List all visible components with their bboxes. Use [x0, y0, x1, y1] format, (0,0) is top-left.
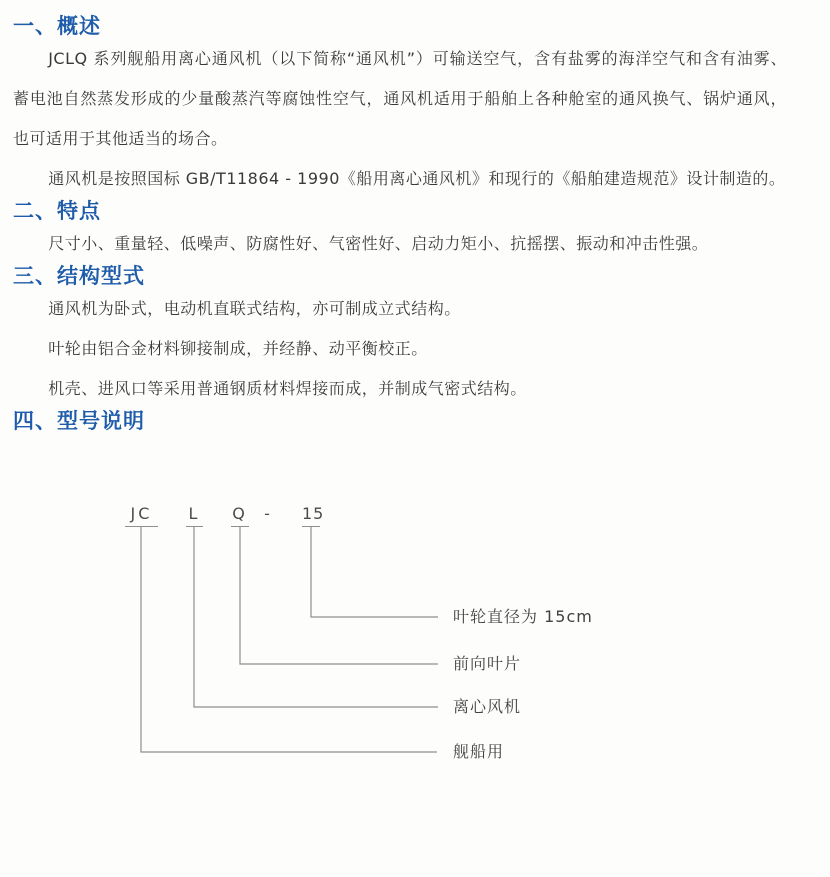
model-code-jc: JC — [125, 504, 158, 527]
model-code-diagram — [0, 434, 830, 796]
paragraph-overview-2: 通风机是按照国标 GB/T11864 - 1990《船用离心通风机》和现行的《船舶建造规范》设计制造的。 — [48, 169, 786, 188]
paragraph-structure-2: 叶轮由铝合金材料铆接制成，并经静、动平衡校正。 — [48, 339, 428, 358]
model-code-q: Q — [231, 504, 249, 527]
paragraph-structure-1: 通风机为卧式，电动机直联式结构，亦可制成立式结构。 — [48, 299, 461, 318]
model-code-l: L — [186, 504, 203, 527]
section-heading-model: 四、型号说明 — [13, 409, 145, 433]
section-heading-features: 二、特点 — [13, 199, 101, 223]
diagram-label-centrifugal-fan: 离心风机 — [453, 697, 522, 716]
paragraph-structure-3: 机壳、进风口等采用普通钢质材料焊接而成，并制成气密式结构。 — [48, 379, 527, 398]
model-code-15: 15 — [302, 504, 320, 527]
section-heading-overview: 一、概述 — [13, 14, 101, 38]
paragraph-features: 尺寸小、重量轻、低噪声、防腐性好、气密性好、启动力矩小、抗摇摆、振动和冲击性强。 — [48, 234, 709, 253]
connector-lines — [0, 434, 830, 796]
section-heading-structure: 三、结构型式 — [13, 264, 145, 288]
diagram-label-forward-blade: 前向叶片 — [453, 654, 522, 673]
diagram-label-impeller-diameter: 叶轮直径为 15cm — [453, 607, 593, 626]
model-code-hyphen: - — [264, 504, 273, 523]
diagram-label-naval-use: 舰船用 — [453, 742, 505, 761]
paragraph-overview-1: JCLQ 系列舰船用离心通风机（以下简称“通风机”）可输送空气，含有盐雾的海洋空气和含有油雾、蓄电池自然蒸发形成的少量酸蒸汽等腐蚀性空气，通风机适用于船舶上各种舱室的通风换气、锅炉通风，也可适用于其他适当的场合。 — [13, 49, 787, 148]
